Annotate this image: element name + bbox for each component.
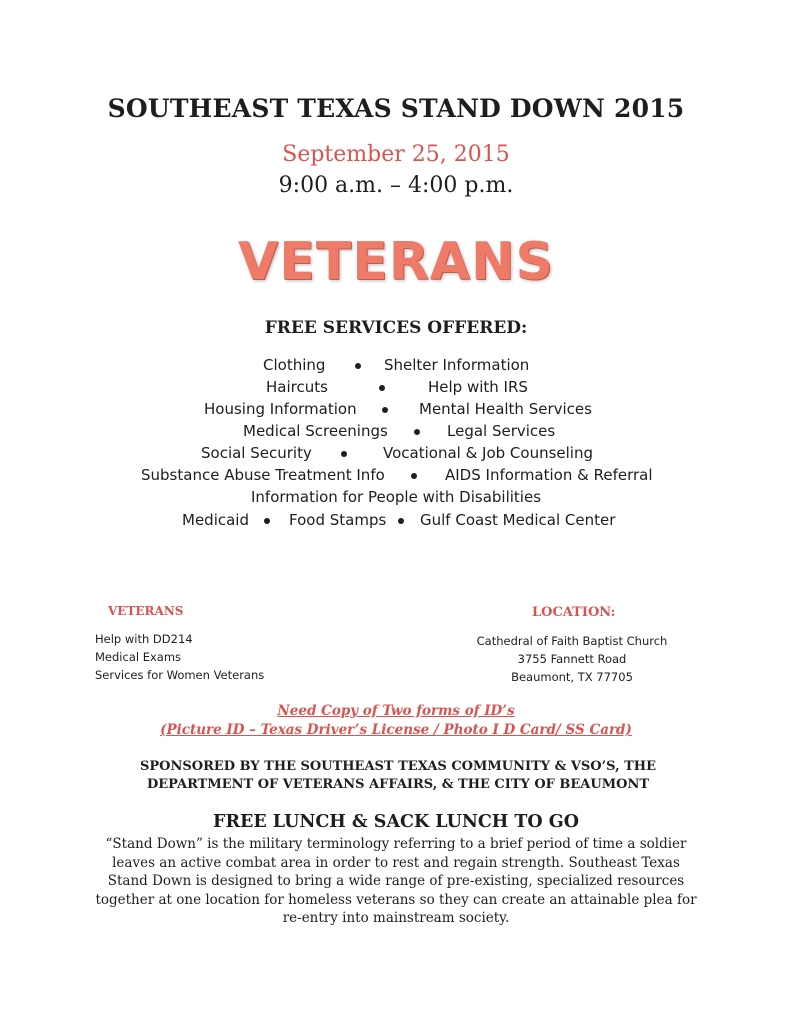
location-line: Cathedral of Faith Baptist Church: [476, 634, 668, 648]
service-mental-health: Mental Health Services: [419, 400, 592, 418]
service-haircuts: Haircuts: [266, 378, 328, 396]
veterans-section-heading: VETERANS: [108, 604, 184, 618]
service-aids: AIDS Information & Referral: [445, 466, 653, 484]
bullet-icon: [355, 363, 361, 369]
service-disabilities: Information for People with Disabilities: [250, 488, 542, 506]
event-time: 9:00 a.m. – 4:00 p.m.: [278, 173, 514, 198]
location-heading: LOCATION:: [532, 605, 616, 620]
bullet-icon: [411, 473, 417, 479]
sponsors-text: SPONSORED BY THE SOUTHEAST TEXAS COMMUNITY & VSO’S, THE DEPARTMENT OF VETERANS AFFAIRS, & THE CITY OF BEAUMONT: [139, 759, 656, 792]
bullet-icon: [414, 429, 420, 435]
bullet-icon: [379, 385, 385, 391]
event-date: September 25, 2015: [282, 142, 510, 167]
service-housing: Housing Information: [204, 400, 357, 418]
veterans-item: Help with DD214: [95, 632, 193, 646]
bullet-icon: [398, 518, 404, 524]
services-heading: FREE SERVICES OFFERED:: [264, 318, 528, 338]
service-vocational: Vocational & Job Counseling: [383, 444, 593, 462]
stand-down-description: “Stand Down” is the military terminology referring to a brief period of time a soldier leaves an active combat area in order to rest and regain strength. Southeast Texas Stand Down is designed to bring a wide range of pre-existing, specialized resources together at one location for homeless veterans so they can create an attainable plea for re-entry into mainstream society.: [95, 836, 697, 926]
service-clothing: Clothing: [263, 356, 326, 374]
service-social-security: Social Security: [201, 444, 312, 462]
lunch-heading: FREE LUNCH & SACK LUNCH TO GO: [213, 812, 579, 832]
bullet-icon: [264, 518, 270, 524]
service-substance-abuse: Substance Abuse Treatment Info: [141, 466, 385, 484]
service-irs: Help with IRS: [428, 378, 528, 396]
service-gulf-coast: Gulf Coast Medical Center: [420, 511, 616, 529]
id-requirement-note: Need Copy of Two forms of ID’s: [277, 703, 515, 719]
event-title: SOUTHEAST TEXAS STAND DOWN 2015: [107, 94, 685, 123]
service-food-stamps: Food Stamps: [289, 511, 387, 529]
veterans-headline: VETERANS: [237, 232, 554, 292]
service-medical-screenings: Medical Screenings: [243, 422, 388, 440]
service-shelter: Shelter Information: [384, 356, 530, 374]
id-requirement-details: (Picture ID – Texas Driver’s License / Photo I D Card/ SS Card): [160, 722, 632, 738]
veterans-item: Medical Exams: [95, 650, 182, 664]
veterans-item: Services for Women Veterans: [95, 668, 265, 682]
service-medicaid: Medicaid: [182, 511, 249, 529]
bullet-icon: [382, 407, 388, 413]
location-line: 3755 Fannett Road: [517, 652, 627, 666]
location-line: Beaumont, TX 77705: [511, 670, 633, 684]
bullet-icon: [341, 451, 347, 457]
service-legal: Legal Services: [447, 422, 556, 440]
